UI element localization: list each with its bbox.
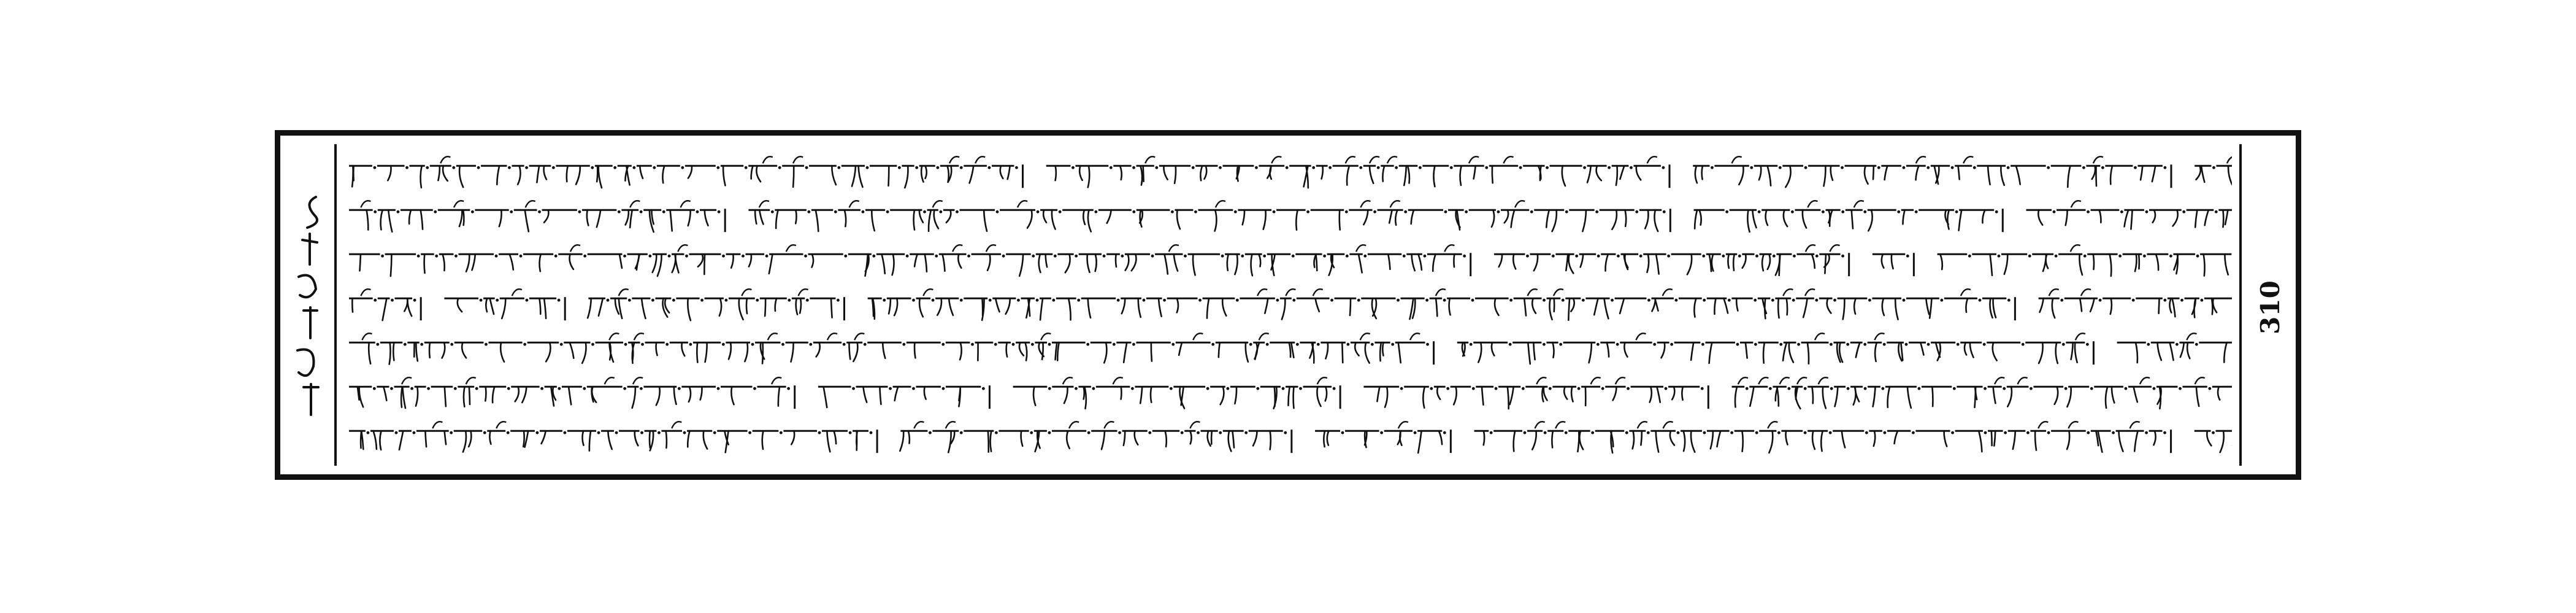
- tibetan-text-block: [344, 150, 2232, 460]
- left-margin-annotation: [285, 185, 329, 430]
- text-line: [349, 333, 2232, 364]
- text-line: [349, 245, 2232, 276]
- text-line: [349, 377, 2232, 409]
- right-margin: [2242, 136, 2296, 474]
- left-frame-rule: [334, 144, 337, 466]
- text-line: [349, 201, 2232, 232]
- folio-page: [275, 130, 2301, 480]
- text-line: [349, 289, 2232, 320]
- text-line: [349, 422, 2232, 453]
- text-line: [349, 156, 2232, 188]
- page-number: 310: [2255, 280, 2285, 334]
